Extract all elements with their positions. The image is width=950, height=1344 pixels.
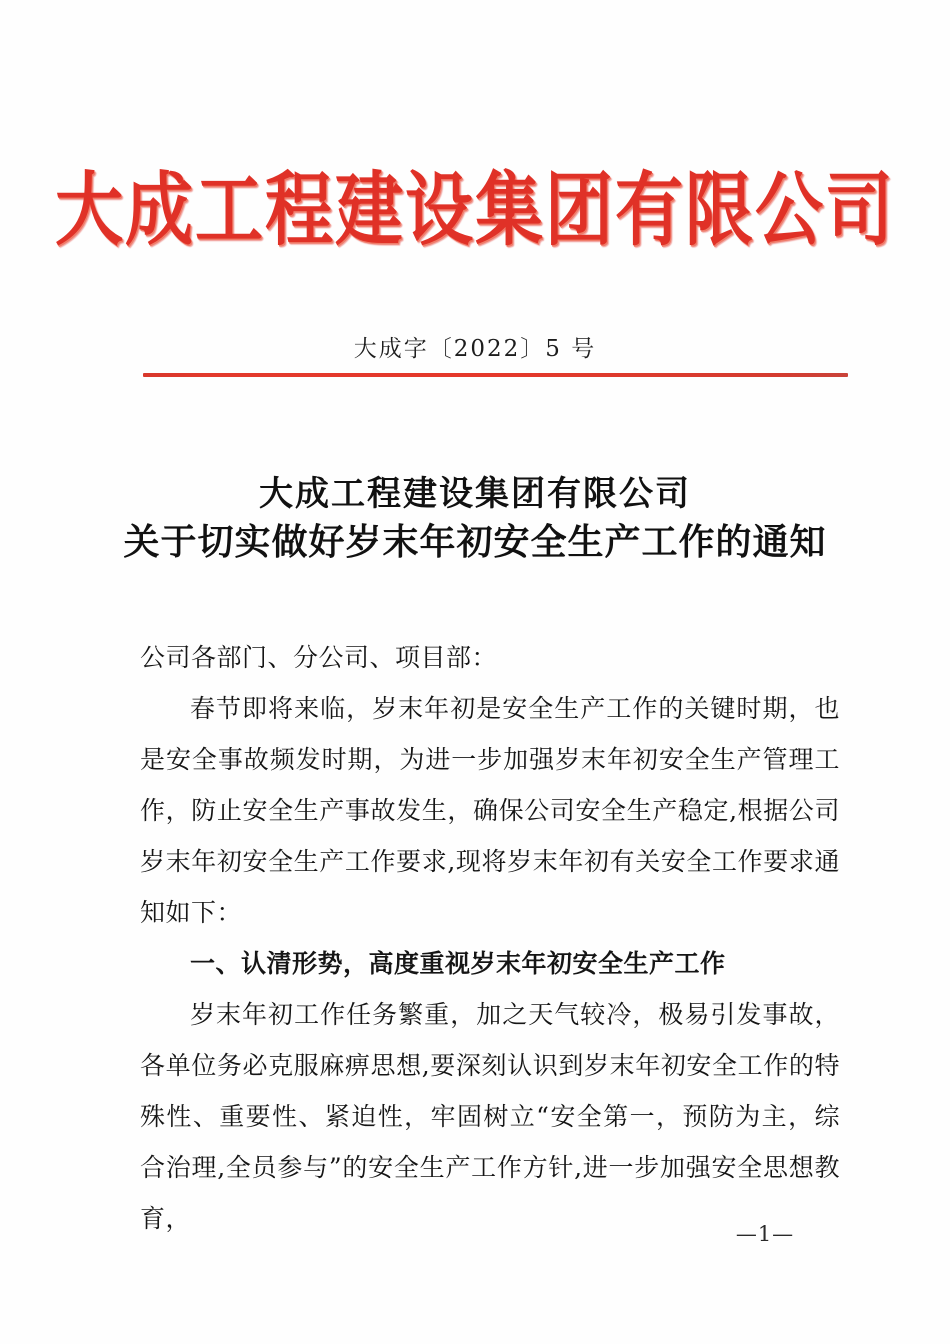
page-footer (0, 1222, 950, 1246)
document-serial-number: 大成字〔2022〕5 号 (353, 336, 597, 362)
body-section-1-paragraph: 岁末年初工作任务繁重，加之天气较冷，极易引发事故，各单位务必克服麻痹思想,要深刻认识到岁末年初安全工作的特殊性、重要性、紧迫性，牢固树立“安全第一，预防为主，综合治理,全员参与”的安全生产工作方针,进一步加强安全思想教育， (140, 1000, 840, 1233)
document-title-line-2: 关于切实做好岁末年初安全生产工作的通知 (123, 520, 827, 563)
document-body (140, 632, 840, 1244)
letterhead-organization-name: 大成工程建设集团有限公司 (54, 163, 895, 258)
document-title-line-1: 大成工程建设集团有限公司 (259, 474, 691, 514)
page-number: —1— (735, 1222, 795, 1246)
red-separator-rule (143, 373, 848, 377)
letterhead (0, 163, 950, 258)
body-section-1-heading: 一、认清形势，高度重视岁末年初安全生产工作 (190, 949, 726, 978)
body-salutation: 公司各部门、分公司、项目部： (140, 643, 498, 672)
document-title (0, 472, 950, 566)
body-paragraph-1: 春节即将来临，岁末年初是安全生产工作的关键时期，也是安全事故频发时期，为进一步加强岁末年初安全生产管理工作，防止安全生产事故发生，确保公司安全生产稳定,根据公司岁末年初安全生产工作要求,现将岁末年初有关安全工作要求通知如下： (140, 694, 840, 927)
